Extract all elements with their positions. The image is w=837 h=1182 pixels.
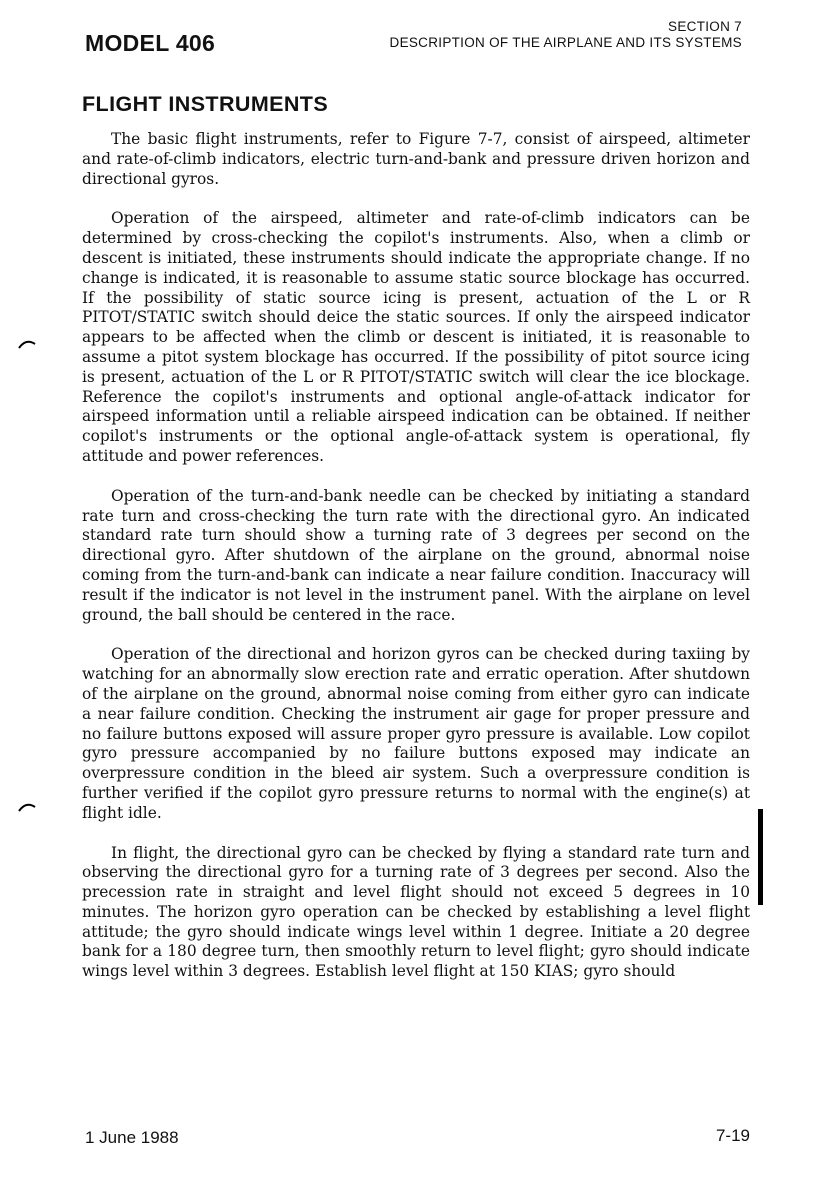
section-header	[390, 19, 742, 51]
paragraph: Operation of the turn-and-bank needle can be checked by initiating a standard rate turn and cross-checking the turn rate with the directional gyro. An indicated standard rate turn should show a turning rate of 3 degrees per second on the directional gyro. After shutdown of the airplane on the ground, abnormal noise coming from the turn-and-bank can indicate a near failure condition. Inaccuracy will result if the indicator is not level in the instrument panel. With the airplane on level ground, the ball should be centered in the race.	[82, 486, 750, 624]
section-title: DESCRIPTION OF THE AIRPLANE AND ITS SYSTEMS	[389, 35, 742, 50]
paragraph: The basic flight instruments, refer to Figure 7-7, consist of airspeed, altimeter and rate-of-climb indicators, electric turn-and-bank and pressure driven horizon and directional gyros.	[82, 130, 750, 188]
margin-mark	[18, 339, 36, 349]
revision-bar	[758, 809, 763, 905]
paragraph: Operation of the airspeed, altimeter and rate-of-climb indicators can be determined by cross-checking the copilot's instruments. Also, when a climb or descent is initiated, these instruments should indicate the appropriate change. If no change is indicated, it is reasonable to assume static source blockage has occurred. If the possibility of static source icing is present, actuation of the L or R PITOT/STATIC switch should deice the static sources. If only the airspeed indicator appears to be affected when the climb or descent is initiated, it is reasonable to assume a pitot system blockage has occurred. If the possibility of pitot source icing is present, actuation of the L or R PITOT/STATIC switch will clear the ice blockage. Reference the copilot's instruments and optional angle-of-attack indicator for airspeed information until a reliable airspeed indication can be obtained. If neither copilot's instruments or the optional angle-of-attack system is operational, fly attitude and power references.	[82, 209, 750, 465]
page-number: 7-19	[715, 1126, 750, 1145]
footer-date: 1 June 1988	[85, 1128, 179, 1147]
page-heading: FLIGHT INSTRUMENTS	[82, 92, 329, 116]
body-text	[82, 130, 750, 1002]
section-number: SECTION 7	[668, 19, 742, 34]
paragraph: In flight, the directional gyro can be checked by flying a standard rate turn and observing the directional gyro for a turning rate of 3 degrees per second. Also the precession rate in straight and level flight should not exceed 5 degrees in 10 minutes. The horizon gyro operation can be checked by establishing a level flight attitude; the gyro should indicate wings level within 1 degree. Initiate a 20 degree bank for a 180 degree turn, then smoothly return to level flight; gyro should indicate wings level within 3 degrees. Establish level flight at 150 KIAS; gyro should	[82, 843, 750, 981]
model-title: MODEL 406	[85, 30, 216, 56]
paragraph: Operation of the directional and horizon gyros can be checked during taxiing by watching for an abnormally slow erection rate and erratic operation. After shutdown of the airplane on the ground, abnormal noise coming from either gyro can indicate a near failure condition. Checking the instrument air gage for proper pressure and no failure buttons exposed will assure proper gyro pressure is available. Low copilot gyro pressure accompanied by no failure buttons exposed may indicate an overpressure condition in the bleed air system. Such a overpressure condition is further verified if the copilot gyro pressure returns to normal with the engine(s) at flight idle.	[82, 645, 750, 822]
margin-mark	[18, 802, 36, 812]
